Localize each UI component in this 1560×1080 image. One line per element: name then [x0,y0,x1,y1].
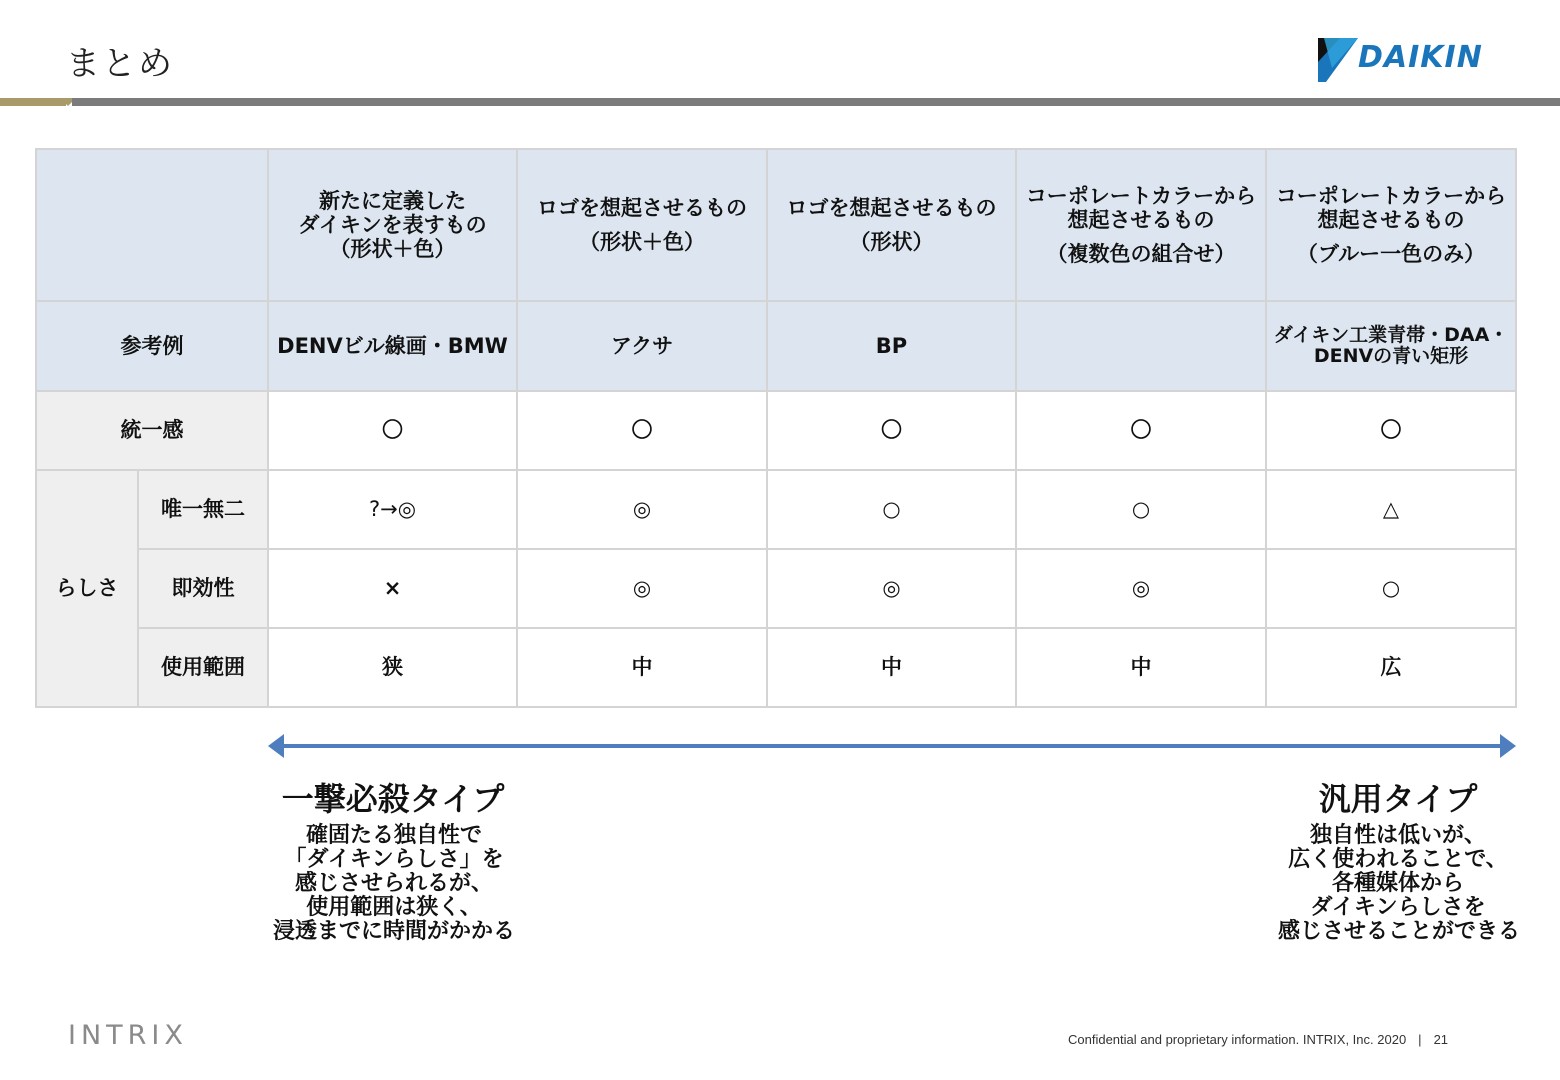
header-row [36,149,1516,301]
desc-line: 確固たる独自性で [305,823,482,848]
left-type-title: 一撃必殺タイプ [281,780,505,818]
rating-cell: 狭 [268,628,517,707]
reference-row [36,301,1516,391]
header-line: （形状＋色） [579,230,705,254]
rating-cell: ○ [767,470,1016,549]
header-line: （形状＋色） [329,237,456,262]
left-type-description [264,824,524,944]
header-line: コーポレートカラーから [1025,183,1257,208]
rashisa-group-label: らしさ [36,470,138,707]
confidential-notice: Confidential and proprietary information. INTRIX, Inc. 2020 [1068,1032,1407,1047]
desc-line: 浸透までに時間がかかる [272,919,515,944]
intrix-logo: INTRIX [68,1020,188,1051]
header-line: （複数色の組合せ） [1046,242,1236,267]
header-line: 想起させるもの [1317,207,1465,232]
header-line: （ブルー一色のみ） [1296,242,1486,267]
slide-title: まとめ [66,44,174,84]
spectrum-arrow [268,732,1518,762]
page-number: 21 [1433,1032,1449,1047]
right-type-title: 汎用タイプ [1318,780,1478,818]
header-line: ロゴを想起させるもの [786,195,997,220]
desc-line: 感じさせられるが、 [294,871,493,896]
header-line: ダイキンを表すもの [298,212,487,237]
rating-cell: ◎ [517,549,767,628]
rating-cell: 中 [517,628,767,707]
header-cell-3 [767,149,1016,301]
reference-cell: アクサ [517,301,767,391]
rating-cell: 中 [1016,628,1266,707]
header-line: 新たに定義した [319,188,466,213]
rating-cell: ○ [1016,470,1266,549]
rating-cell: ◎ [1016,549,1266,628]
header-line: 想起させるもの [1067,207,1215,232]
reference-label: 参考例 [36,301,268,391]
reference-cell: BP [767,301,1016,391]
desc-line: 「ダイキンらしさ」を [284,847,504,872]
desc-line: 感じさせることができる [1278,919,1521,944]
unity-row [36,391,1516,470]
rating-cell: 〇 [1266,391,1516,470]
reference-cell: DENVビル線画・BMW [268,301,517,391]
right-type-description [1278,823,1521,944]
desc-line: 使用範囲は狭く、 [306,895,482,920]
arrow-left-head-icon [268,734,284,758]
daikin-logo-mark-icon [1318,38,1358,82]
immediacy-label: 即効性 [138,549,268,628]
header-line: （形状） [849,230,934,254]
uniqueness-label: 唯一無二 [138,470,268,549]
header-line: ロゴを想起させるもの [537,195,747,220]
desc-line: ダイキンらしさを [1310,895,1486,920]
rating-cell: 〇 [517,391,767,470]
header-cell-5 [1266,149,1516,301]
rating-cell: 〇 [268,391,517,470]
reference-cell: ダイキン工業青帯・DAA・DENVの青い矩形 [1266,301,1516,391]
header-corner-cell [36,149,268,301]
daikin-logo-text: DAIKIN [1358,40,1483,75]
arrow-right-head-icon [1500,734,1516,758]
rating-cell: 〇 [1016,391,1266,470]
daikin-logo [1318,38,1524,82]
unity-label: 統一感 [36,391,268,470]
header-cell-4 [1016,149,1266,301]
header-accent-bar [0,98,66,106]
desc-line: 各種媒体から [1331,871,1464,896]
rating-cell: 広 [1266,628,1516,707]
rating-cell: × [268,549,517,628]
summary-table [35,148,1517,708]
rating-cell: 〇 [767,391,1016,470]
header-divider-bar [72,98,1560,106]
rating-cell: ○ [1266,549,1516,628]
footer [1068,1032,1448,1047]
rating-cell: 中 [767,628,1016,707]
header-cell-2 [517,149,767,301]
desc-line: 広く使われることで、 [1288,847,1508,872]
header-cell-1 [268,149,517,301]
rating-cell: ?→◎ [268,470,517,549]
desc-line: 独自性は低いが、 [1309,823,1486,848]
footer-separator: | [1418,1032,1422,1047]
immediacy-row [36,549,1516,628]
scope-label: 使用範囲 [138,628,268,707]
uniqueness-row [36,470,1516,549]
rating-cell: ◎ [767,549,1016,628]
reference-cell [1016,301,1266,391]
scope-row [36,628,1516,707]
rating-cell: △ [1266,470,1516,549]
header-line: コーポレートカラーから [1275,183,1507,208]
rating-cell: ◎ [517,470,767,549]
